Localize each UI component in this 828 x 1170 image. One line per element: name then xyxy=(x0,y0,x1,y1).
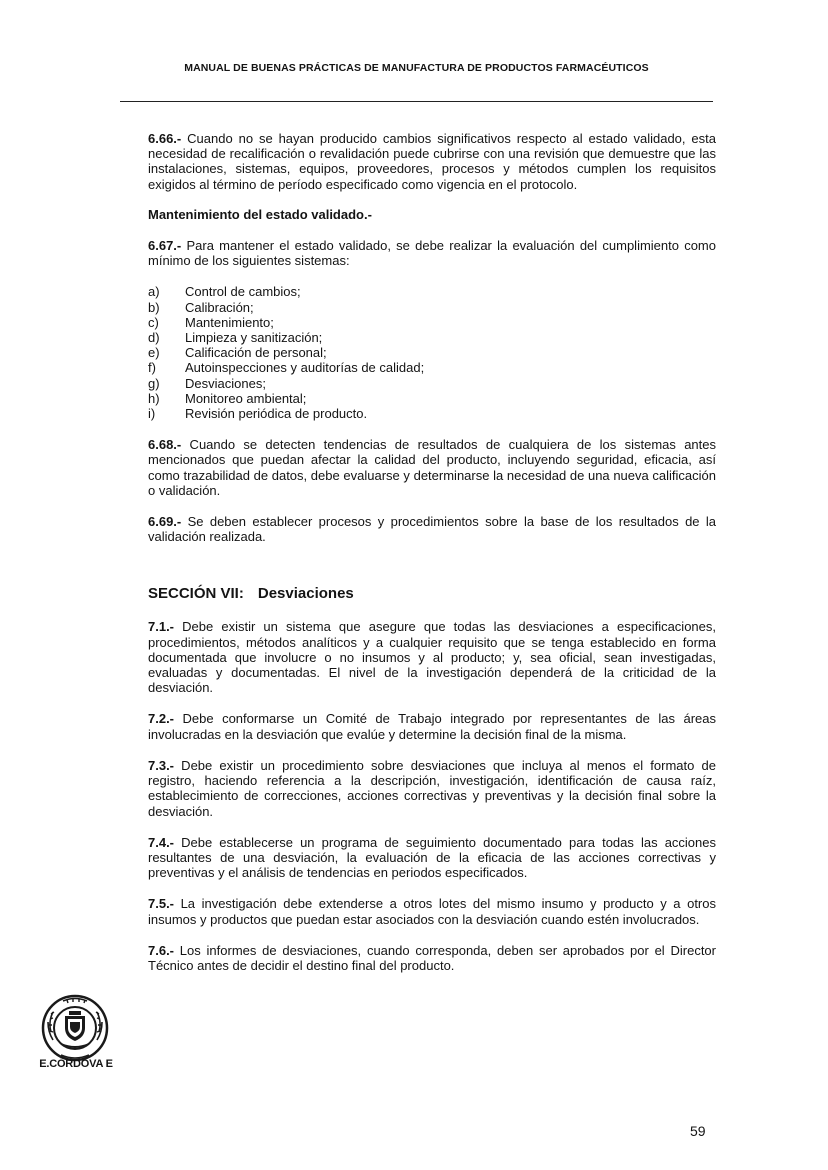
list-text: Mantenimiento; xyxy=(185,314,274,330)
paragraph-7-2 xyxy=(148,711,716,741)
paragraph-7-5 xyxy=(148,896,716,926)
clause-text: Se deben establecer procesos y procedimientos sobre la base de los resultados de la validación realizada. xyxy=(148,514,716,545)
list-item xyxy=(148,330,716,345)
clause-text: Debe establecerse un programa de seguimiento documentado para todas las acciones resultantes de una desviación, la evaluación de la eficacia de las acciones correctivas y preventivas y el análisis de tendencias en periodos especificados. xyxy=(148,834,716,881)
list-item xyxy=(148,300,716,315)
list-letter: g) xyxy=(148,375,160,391)
list-item xyxy=(148,391,716,406)
list-item xyxy=(148,315,716,330)
list-text: Autoinspecciones y auditorías de calidad; xyxy=(185,360,425,376)
list-item xyxy=(148,360,716,375)
list-letter: c) xyxy=(148,314,159,330)
official-seal xyxy=(26,994,126,1072)
list-letter: e) xyxy=(148,345,160,361)
paragraph-7-6 xyxy=(148,943,716,973)
section-heading xyxy=(148,585,716,603)
subheading-mantenimiento: Mantenimiento del estado validado.- xyxy=(148,206,372,222)
list-text: Monitoreo ambiental; xyxy=(185,390,307,406)
clause-text: Debe conformarse un Comité de Trabajo integrado por representantes de las áreas involucradas en la desviación que evalúe y determine la decisión final de la misma. xyxy=(148,711,716,742)
clause-text: Debe existir un procedimiento sobre desviaciones que incluya al menos el formato de registro, haciendo referencia a la descripción, investigación, identificación de causa raíz, establecimiento de correcciones, acciones correctivas y preventivas y la decisión final sobre la desviación. xyxy=(148,757,716,819)
seal-signature-name: E.CÓRDOVA E xyxy=(39,1058,113,1070)
page-number: 59 xyxy=(690,1123,706,1139)
systems-list xyxy=(148,284,716,421)
list-item xyxy=(148,406,716,421)
paragraph-7-4 xyxy=(148,835,716,881)
seal-stamp-icon xyxy=(39,994,111,1062)
paragraph-6-69 xyxy=(148,514,716,544)
clause-number: 7.5.- xyxy=(148,896,175,912)
list-letter: a) xyxy=(148,284,160,300)
list-text: Calibración; xyxy=(185,299,254,315)
list-letter: i) xyxy=(148,406,156,422)
clause-number: 6.69.- xyxy=(148,514,182,530)
list-text: Desviaciones; xyxy=(185,375,266,391)
clause-text: Los informes de desviaciones, cuando corresponda, deben ser aprobados por el Director Técnico antes de decidir el destino final del producto. xyxy=(148,942,716,973)
list-text: Control de cambios; xyxy=(185,284,301,300)
clause-number: 7.6.- xyxy=(148,942,175,958)
running-header: MANUAL DE BUENAS PRÁCTICAS DE MANUFACTURA DE PRODUCTOS FARMACÉUTICOS xyxy=(184,62,649,74)
clause-number: 7.4.- xyxy=(148,834,175,850)
list-text: Calificación de personal; xyxy=(185,345,327,361)
clause-number: 6.68.- xyxy=(148,437,182,453)
clause-text: Cuando se detecten tendencias de resultados de cualquiera de los sistemas antes mencionados que puedan afectar la calidad del producto, incluyendo seguridad, eficacia, así como trazabilidad de datos, debe evaluarse y determinarse la necesidad de una nueva calificación o validación. xyxy=(148,437,716,498)
clause-text: Cuando no se hayan producido cambios significativos respecto al estado validado, esta necesidad de recalificación o revalidación puede cubrirse con una revisión que demuestre que las instalaciones, sistemas, equipos, proveedores, procesos y métodos cumplen los requisitos exigidos al término de período especificado como vigencia en el protocolo. xyxy=(148,131,716,192)
list-item xyxy=(148,284,716,299)
list-text: Limpieza y sanitización; xyxy=(185,330,323,346)
list-letter: b) xyxy=(148,299,160,315)
clause-text: Debe existir un sistema que asegure que todas las desviaciones a especificaciones, procedimientos, métodos analíticos y a cualquier requisito que se tenga establecido en forma documentada que involucre o no insumos y al producto; y, sea oficial, sean investigadas, evaluadas y documentadas. El nivel de la investigación dependerá de la criticidad de la desviación. xyxy=(148,619,716,696)
clause-number: 7.1.- xyxy=(148,619,175,635)
section-title: Desviaciones xyxy=(257,585,354,603)
list-letter: d) xyxy=(148,330,160,346)
document-body xyxy=(148,131,716,973)
paragraph-6-67 xyxy=(148,238,716,268)
list-item xyxy=(148,345,716,360)
clause-number: 7.2.- xyxy=(148,711,175,727)
clause-number: 6.67.- xyxy=(148,238,182,254)
paragraph-6-68 xyxy=(148,437,716,498)
clause-text: La investigación debe extenderse a otros lotes del mismo insumo y producto y a otros insumos y productos que puedan estar asociados con la desviación cuando estén involucrados. xyxy=(148,896,716,927)
header-rule xyxy=(120,101,713,102)
clause-text: Para mantener el estado validado, se debe realizar la evaluación del cumplimiento como mínimo de los siguientes sistemas: xyxy=(148,238,716,269)
section-label: SECCIÓN VII: xyxy=(148,585,244,603)
list-item xyxy=(148,376,716,391)
paragraph-7-1 xyxy=(148,619,716,695)
list-letter: f) xyxy=(148,360,156,376)
clause-number: 7.3.- xyxy=(148,757,175,773)
paragraph-6-66 xyxy=(148,131,716,192)
list-letter: h) xyxy=(148,390,160,406)
list-text: Revisión periódica de producto. xyxy=(185,406,368,422)
clause-number: 6.66.- xyxy=(148,131,182,146)
paragraph-7-3 xyxy=(148,758,716,819)
